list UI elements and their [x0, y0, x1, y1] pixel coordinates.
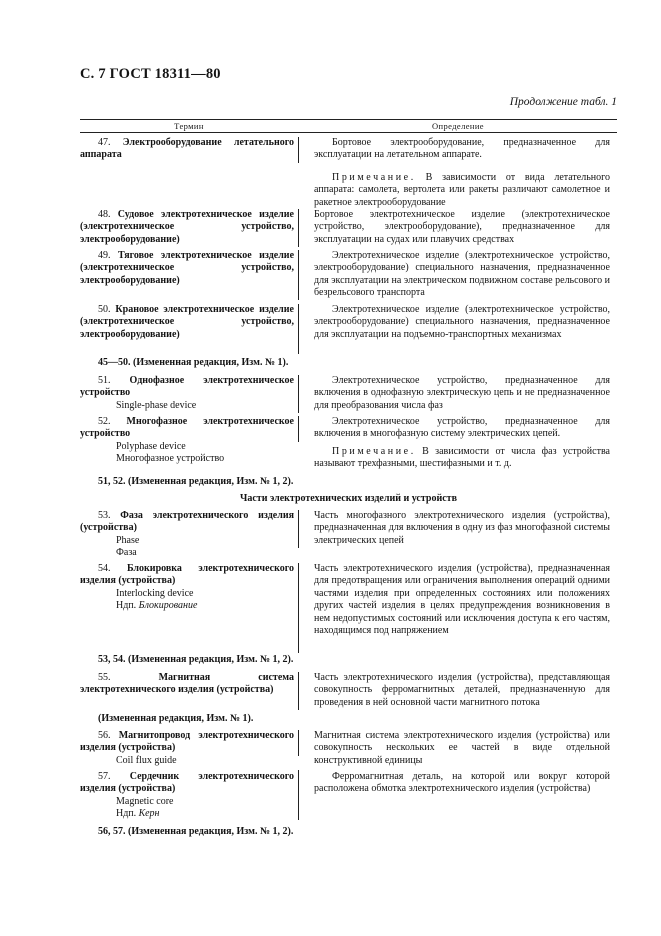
term-53: 53. Фаза электротехнического изделия (устройства) Phase Фаза: [80, 510, 295, 559]
term-51: 51. Однофазное электротехническое устройство Single-phase device: [80, 375, 294, 411]
column-divider: [298, 563, 299, 653]
term-49: 49. Тяговое электротехническое изделие (электротехническое устройство, электрооборудование): [80, 250, 295, 286]
table-continuation-label: Продолжение табл. 1: [509, 96, 617, 108]
column-divider: [298, 770, 299, 820]
column-divider: [298, 672, 299, 710]
note-47: Примечание. В зависимости от вида летательного аппарата: самолета, вертолета или ракеты различают самолетное и ракетное электрооборудование: [314, 172, 610, 208]
revision-note-51-52: 51, 52. (Измененная редакция, Изм. № 1, 2).: [98, 476, 294, 487]
definition-55: Часть электротехнического изделия (устройства), представляющая совокупность ферромагнитных деталей, предназначенную для проведения в ней основной части магнитного потока: [314, 672, 610, 708]
term-56-english: Coil flux guide: [116, 754, 177, 766]
column-divider: [298, 250, 299, 300]
term-52-english: Polyphase device: [116, 440, 186, 452]
revision-note-53-54: 53, 54. (Измененная редакция, Изм. № 1, 2).: [98, 654, 294, 665]
term-57: 57. Сердечник электротехнического изделия (устройства) Magnetic core Ндп. Керн: [80, 771, 294, 820]
term-51-english: Single-phase device: [116, 399, 197, 411]
definition-48: Бортовое электротехническое изделие (электротехническое устройство, электрооборудование), предназначенное для эксплуатации на судах или плавучих средствах: [314, 209, 610, 245]
column-header-term: Термин: [174, 121, 204, 131]
definition-56: Магнитная система электротехнического изделия (устройства) или совокупность нескольких ее частей в виде отдельной конструктивной единицы: [314, 730, 610, 766]
term-54-english: Interlocking device: [116, 587, 194, 599]
definition-49: Электротехническое изделие (электротехническое устройство, электрооборудование) специального назначения, предназначенное для эксплуатации на электрическом подвижном составе рельсового и безрельсового транспорта: [314, 250, 610, 299]
term-57-deprecated: Ндп. Керн: [116, 808, 160, 820]
table-header-rule: [80, 132, 617, 133]
column-divider: [298, 304, 299, 354]
term-57-english: Magnetic core: [116, 795, 174, 807]
term-52: 52. Многофазное электротехническое устройство Polyphase device Многофазное устройство: [80, 416, 294, 465]
column-divider: [298, 416, 299, 442]
definition-54: Часть электротехнического изделия (устройства), предназначенная для предотвращения или ограничения выполнения операций одними частями изделия при определенных состояниях или положениях других частей изделия в целях предупреждения возникновения в нем недопустимых состояний или исключения доступа к его частям, находящимся под напряжением: [314, 563, 610, 637]
definition-47: Бортовое электрооборудование, предназначенное для эксплуатации на летательном аппарате.: [314, 137, 610, 161]
revision-note-55: (Измененная редакция, Изм. № 1).: [98, 713, 254, 724]
column-divider: [298, 730, 299, 756]
section-title: Части электротехнических изделий и устройств: [240, 493, 457, 504]
revision-note-56-57: 56, 57. (Измененная редакция, Изм. № 1, 2).: [98, 826, 294, 837]
column-divider: [298, 375, 299, 413]
term-54-deprecated: Ндп. Блокирование: [116, 600, 198, 612]
term-47: 47. Электрооборудование летательного аппарата: [80, 137, 294, 161]
note-52: Примечание. В зависимости от числа фаз устройства называют трехфазными, шестифазными и т. д.: [314, 446, 610, 470]
definition-51: Электротехническое устройство, предназначенное для включения в однофазную электрическую цепь и не предназначенное для преобразования числа фаз: [314, 375, 610, 411]
definition-57: Ферромагнитная деталь, на которой или вокруг которой расположена обмотка электротехнического изделия (устройства): [314, 771, 610, 795]
term-48: 48. Судовое электротехническое изделие (электротехническое устройство, электрооборудование): [80, 209, 294, 245]
term-53-synonym: Фаза: [116, 547, 137, 559]
definition-50: Электротехническое изделие (электротехническое устройство, электрооборудование) специального назначения, предназначенное для эксплуатации на подъемно-транспортных механизмах: [314, 304, 610, 340]
term-53-english: Phase: [116, 534, 140, 546]
term-55: 55. Магнитная система электротехнического изделия (устройства): [80, 672, 294, 696]
term-52-synonym: Многофазное устройство: [116, 453, 225, 465]
column-divider: [298, 510, 299, 548]
definition-52: Электротехническое устройство, предназначенное для включения в многофазную систему электрических цепей.: [314, 416, 610, 440]
term-56: 56. Магнитопровод электротехнического изделия (устройства) Coil flux guide: [80, 730, 295, 766]
column-header-definition: Определение: [432, 121, 484, 131]
page-header: С. 7 ГОСТ 18311—80: [80, 66, 221, 82]
term-50: 50. Крановое электротехническое изделие (электротехническое устройство, электрооборудование): [80, 304, 294, 340]
column-divider: [298, 209, 299, 247]
term-54: 54. Блокировка электротехнического изделия (устройства) Interlocking device Ндп. Блокирование: [80, 563, 294, 612]
definition-53: Часть многофазного электротехнического изделия (устройства), предназначенная для включения в одну из фаз многофазной системы электрических цепей: [314, 510, 610, 546]
column-divider: [298, 137, 299, 163]
table-top-rule: [80, 119, 617, 120]
revision-note-45-50: 45—50. (Измененная редакция, Изм. № 1).: [98, 357, 289, 368]
